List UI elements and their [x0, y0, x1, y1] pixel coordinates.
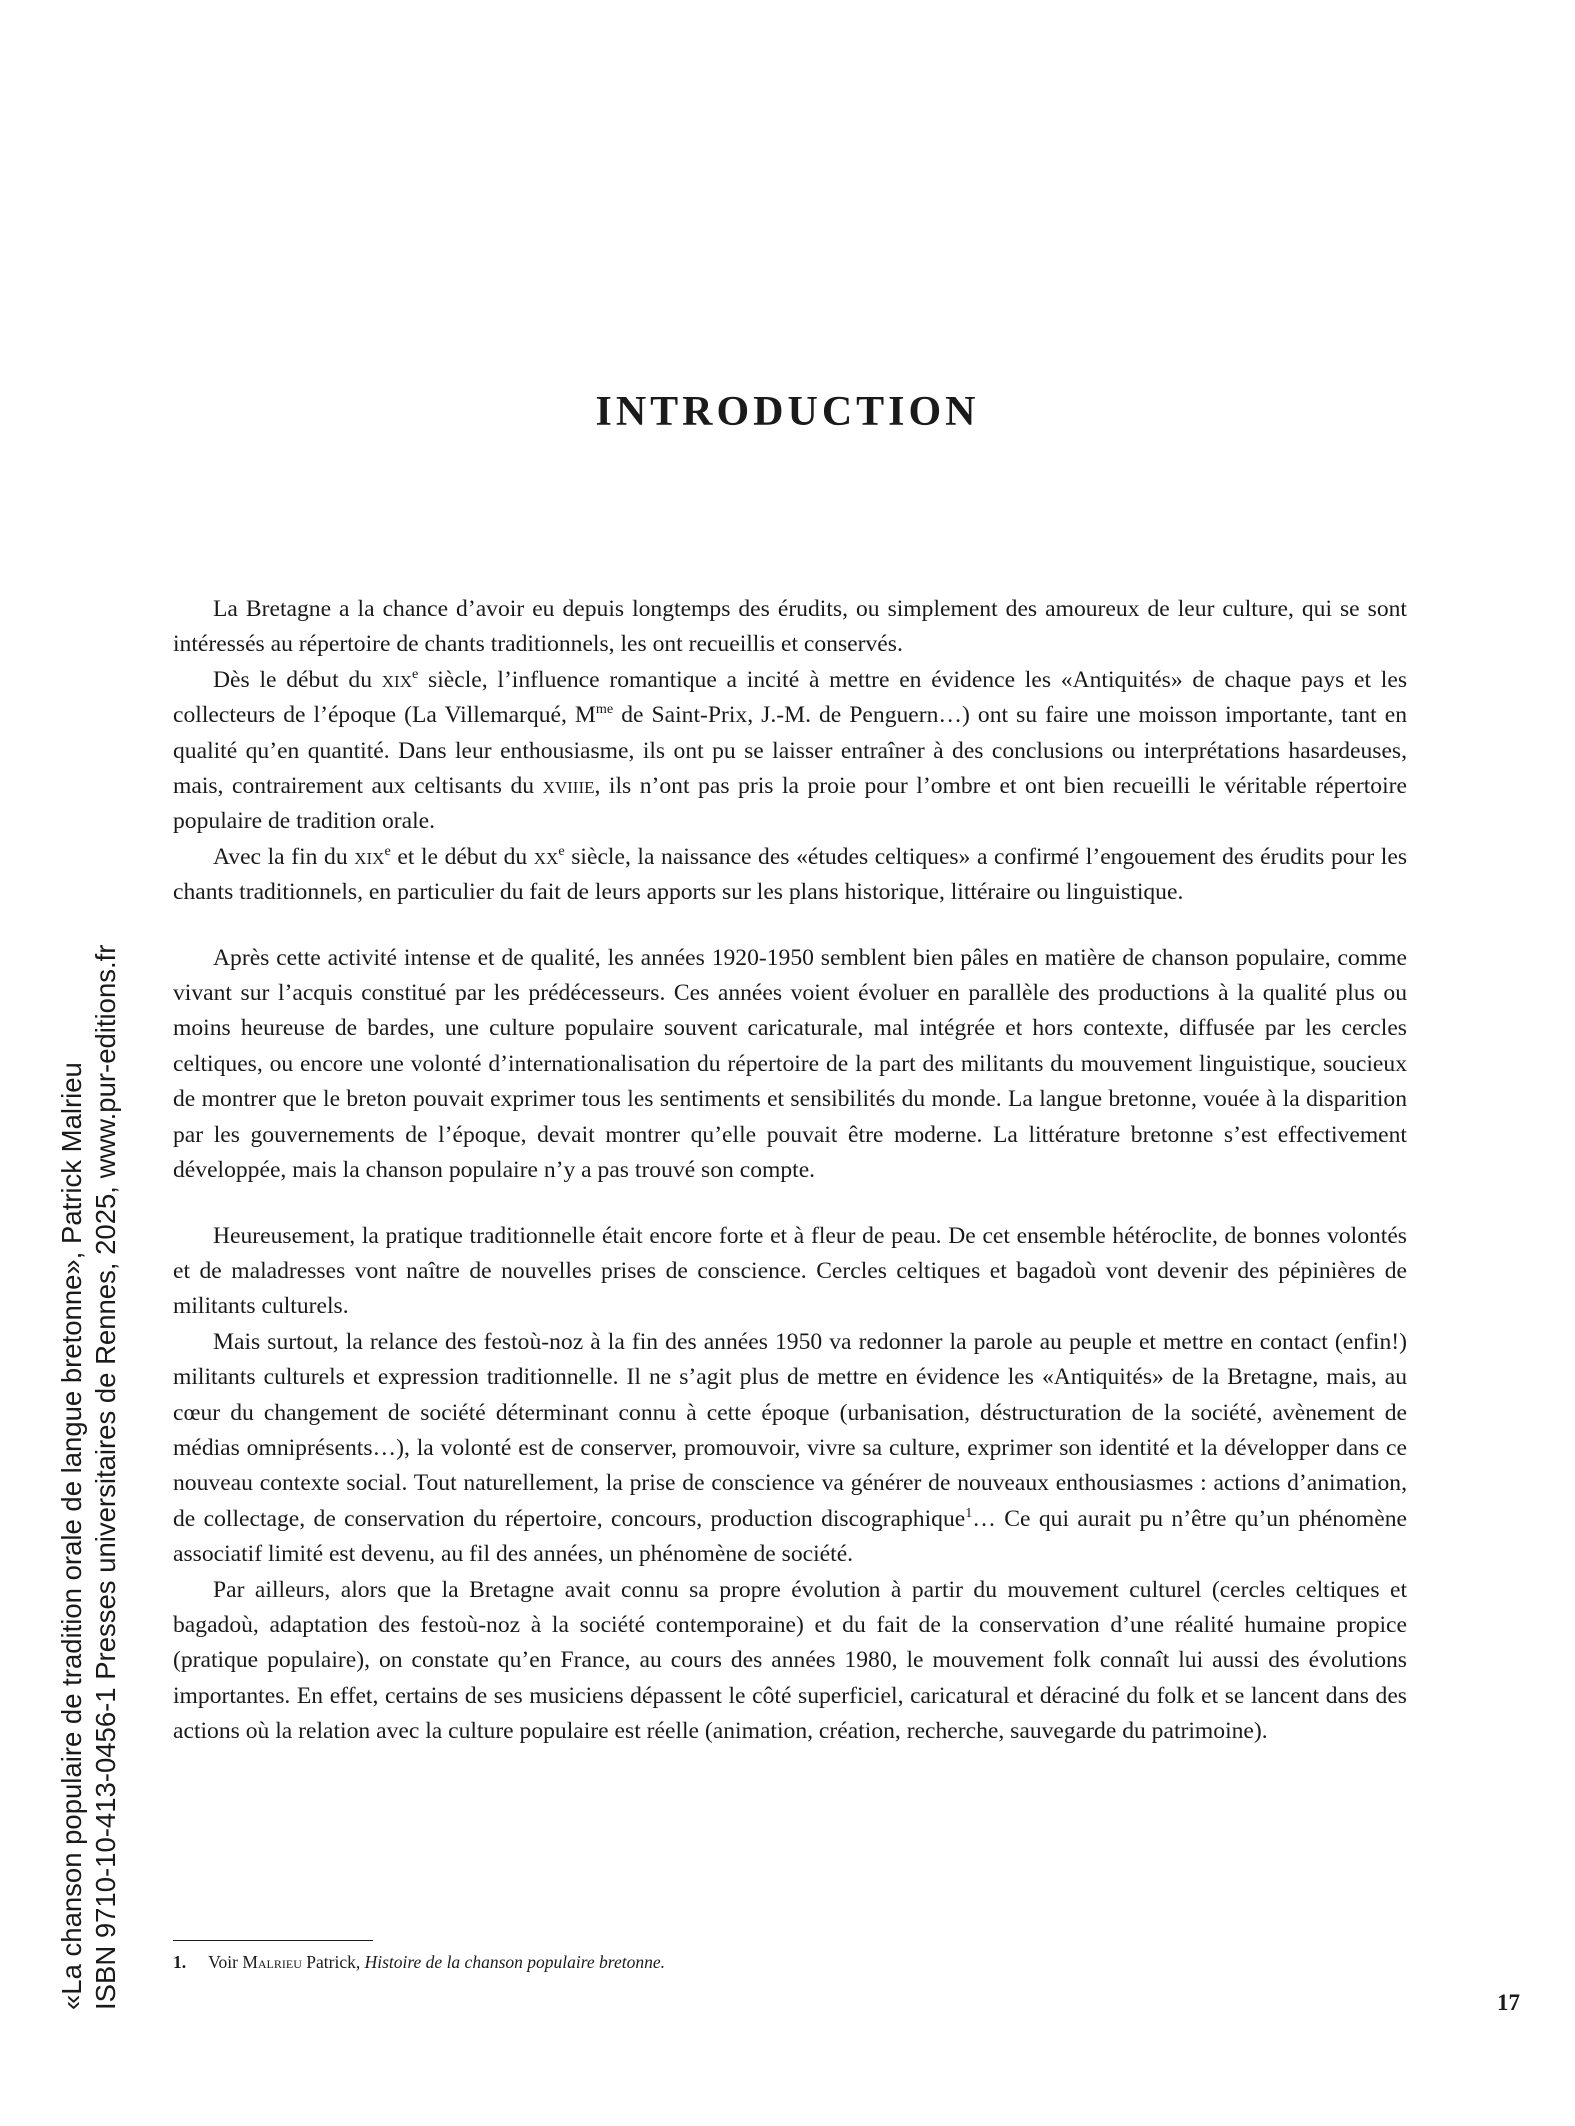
superscript: me: [595, 701, 614, 718]
paragraph-4-text: Après cette activité intense et de qualité, les années 1920-1950 semblent bien pâles en matière de chanson populaire, comme vivant sur l’acquis constitué par les prédécesseurs. Ces années voient évoluer en parallèle des productions à la qualité plus ou moins heureuse de bardes, une culture populaire souvent caricaturale, mal intégrée et hors contexte, diffusée par les cercles celtiques, ou encore une volonté d’internationalisation du répertoire de la part des militants du mouvement linguistique, soucieux de montrer que le breton pouvait exprimer tous les sentiments et sensibilités du monde. La langue bretonne, vouée à la disparition par les gouvernements de l’époque, devait montrer qu’elle pouvait être moderne. La littérature bretonne s’est effectivement développée, mais la chanson populaire n’y a pas trouvé son compte.: [173, 944, 1407, 1184]
footnote-number: 1.: [173, 1952, 187, 1972]
superscript: e: [411, 665, 419, 682]
paragraph-7-text: Par ailleurs, alors que la Bretagne avait connu sa propre évolution à partir du mouvement culturel (cercles celtiques et bagadoù, adaptation des festoù-noz à la société contemporaine) et du fait de la conservation d’une réalité humaine propice (pratique populaire), on constate qu’en France, au cours des années 1980, le mouvement folk connaît lui aussi des évolutions importantes. En effet, certains de ses musiciens dépassent le côté superficiel, caricatural et déraciné du folk et se lancent dans des actions où la relation avec la culture populaire est réelle (animation, création, recherche, sauvegarde du patrimoine).: [173, 1576, 1407, 1745]
paragraph-5-text: Heureusement, la pratique traditionnelle était encore forte et à fleur de peau. De cet ensemble hétéroclite, de bonnes volontés et de maladresses vont naître de nouvelles prises de conscience. Cercles celtiques et bagadoù vont devenir des pépinières de militants culturels.: [173, 1222, 1407, 1320]
paragraph-2: [173, 663, 1407, 840]
century-numeral: xix: [381, 666, 412, 693]
paragraph-1-text: La Bretagne a la chance d’avoir eu depuis longtemps des érudits, ou simplement des amoureux de leur culture, qui se sont intéressés au répertoire de chants traditionnels, les ont recueillis et conservés.: [173, 596, 1407, 658]
century-numeral: xx: [533, 843, 559, 870]
footnote: [173, 1950, 1407, 1974]
paragraph-3-text: Avec la fin du: [213, 843, 355, 870]
paragraph-3-text: et le début du: [390, 843, 534, 870]
paragraph-6-text: Mais surtout, la relance des festoù-noz à la fin des années 1950 va redonner la parole au peuple et mettre en contact (enfin!) militants culturels et expression traditionnelle. Il ne s’agit plus de mettre en évidence les «Antiquités» de la Bretagne, mais, au cœur du changement de société déterminant connu à cette époque (urbanisation, déstructuration de la société, avènement de médias omniprésents…), la volonté est de conserver, promouvoir, vivre sa culture, exprimer son identité et la développer dans ce nouveau contexte social. Tout naturellement, la prise de conscience va générer de nouveaux enthousiasmes : actions d’animation, de collectage, de conservation du répertoire, concours, production discographique: [173, 1328, 1407, 1532]
superscript: e: [384, 842, 391, 859]
footnote-author: Malrieu: [242, 1952, 302, 1972]
paragraph-2-text: de Saint-Prix, J.-M. de Penguern…) ont su faire une moisson importante, tant en qualité qu’en quantité. Dans leur enthousiasme, ils ont pu se laisser entraîner à des conclusions ou interprétations hasardeuses, mais, contrairement aux celtisants du: [173, 702, 1407, 800]
paragraph-4: [173, 941, 1407, 1189]
paragraph-5: [173, 1219, 1407, 1325]
paragraph-6-text: … Ce qui aurait pu n’être qu’un phénomène associatif limité est devenu, au fil des années, un phénomène de société.: [173, 1505, 1407, 1568]
page-number: 17: [1497, 1990, 1520, 2015]
paragraph-3-text: siècle, la naissance des «études celtiques» a confirmé l’engouement des érudits pour les chants traditionnels, en particulier du fait de leurs apports sur les plans historique, littéraire ou linguistique.: [173, 843, 1408, 906]
footnote-divider: [173, 1940, 373, 1941]
page-title: INTRODUCTION: [595, 389, 980, 435]
body-text: [173, 592, 1407, 1750]
footnote-reference[interactable]: 1: [965, 1504, 973, 1521]
footnote-text: Voir: [208, 1952, 243, 1972]
paragraph-2-text: siècle, l’influence romantique a incité à mettre en évidence les «Antiquités» de chaque pays et les collecteurs de l’époque (La Villemarqué, M: [173, 666, 1408, 729]
century-numeral: xix: [354, 843, 385, 870]
paragraph-7: [173, 1573, 1407, 1750]
side-credit-line-1: «La chanson populaire de tradition orale de langue bretonne», Patrick Malrieu: [56, 1062, 87, 2010]
century-numeral: xviiie: [542, 773, 595, 800]
paragraph-6: [173, 1325, 1407, 1573]
paragraph-2-text: Dès le début du: [213, 666, 382, 693]
paragraph-1: [173, 592, 1407, 663]
footnote-text: Patrick,: [301, 1952, 365, 1972]
side-credit-line-2: ISBN 9710-10-413-0456-1 Presses universitaires de Rennes, 2025, www.pur-editions.fr: [90, 944, 121, 2010]
paragraph-2-text: , ils n’ont pas pris la proie pour l’ombre et ont bien recueilli le véritable répertoire populaire de tradition orale.: [173, 773, 1407, 835]
side-credit: [55, 945, 123, 2010]
superscript: e: [558, 842, 565, 859]
footnote-book-title: Histoire de la chanson populaire bretonne.: [364, 1952, 665, 1972]
paragraph-3: [173, 840, 1407, 911]
